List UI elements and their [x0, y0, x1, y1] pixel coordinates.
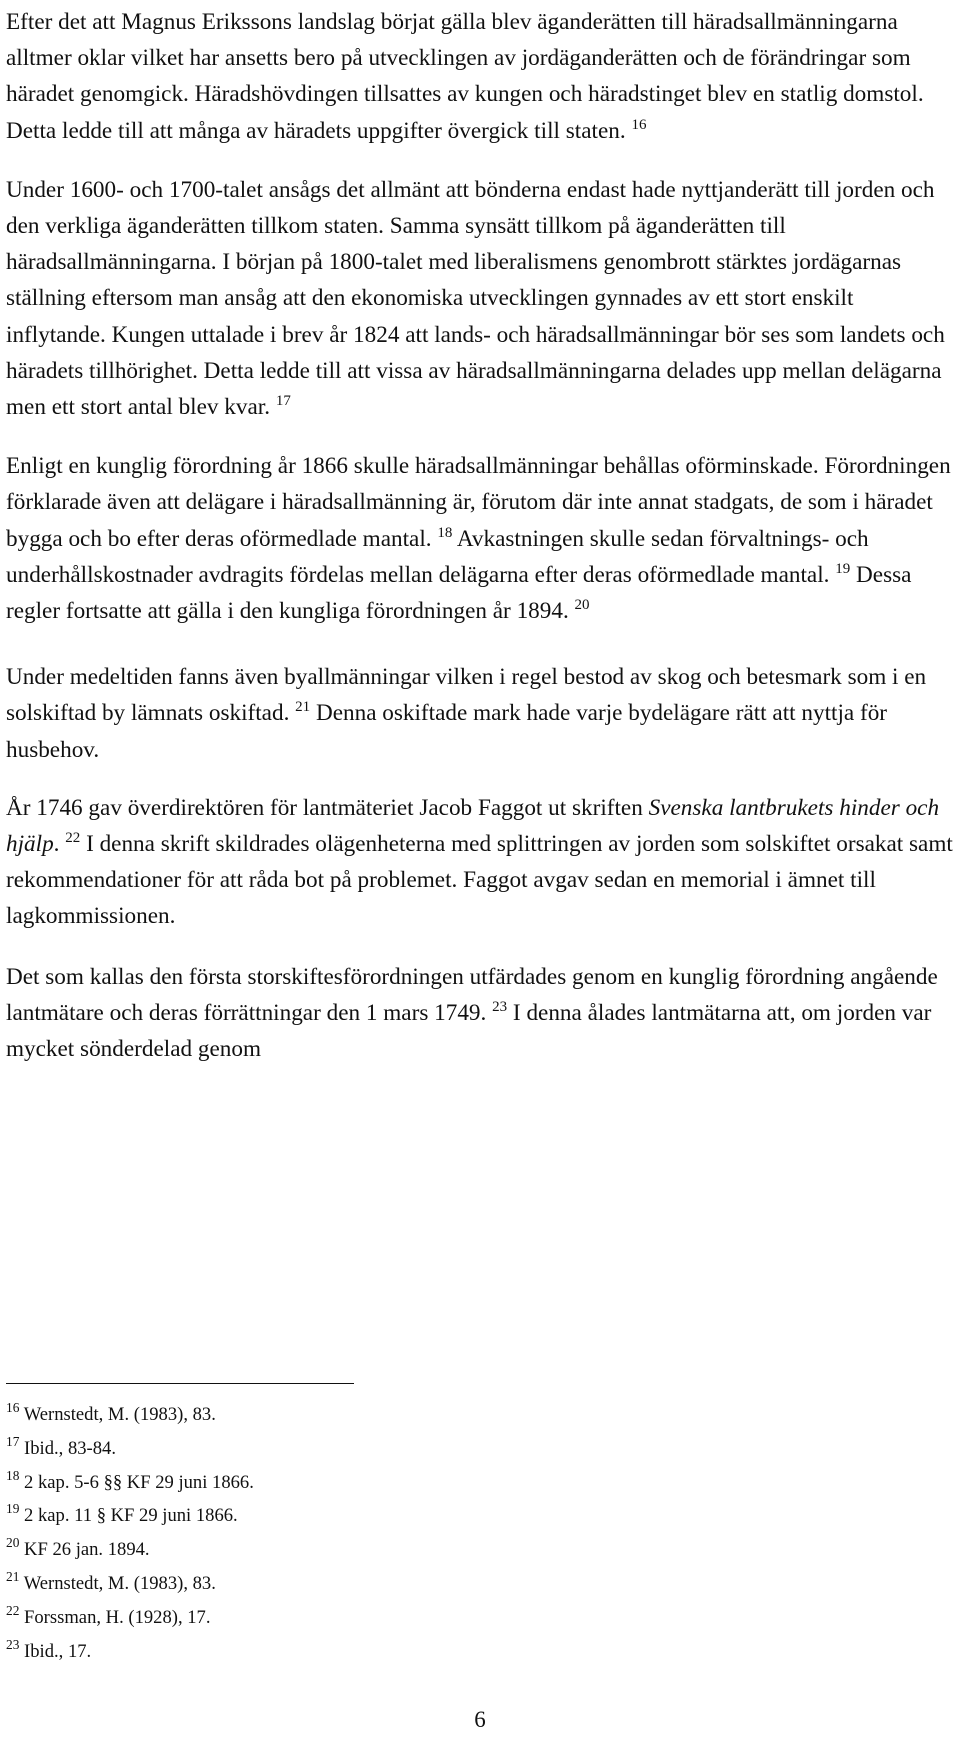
footnote-ref-16[interactable]: 16: [631, 116, 647, 133]
footnote-number: 23: [6, 1636, 20, 1652]
footnote-number: 22: [6, 1602, 20, 1618]
paragraph-text: Denna oskiftade mark hade varje bydelägare rätt att nyttja för husbehov.: [6, 700, 888, 763]
footnote-text: Ibid., 17.: [24, 1640, 92, 1662]
paragraph-forsta-storskifte: [6, 959, 954, 1068]
paragraph-text: I denna skrift skildrades olägenheterna med splittringen av jorden som solskiftet orsakat samt rekommendationer för att råda bot på problemet. Faggot avgav sedan en memorial i ämnet till lagkommissionen.: [6, 831, 953, 930]
footnote-20: [6, 1533, 706, 1567]
footnote-23: [6, 1635, 706, 1669]
footnotes: [6, 1383, 706, 1668]
footnote-text: Ibid., 83-84.: [24, 1437, 116, 1459]
paragraph-text: .: [53, 831, 60, 858]
footnote-ref-21[interactable]: 21: [295, 699, 311, 716]
paragraph-text: Enligt en kunglig förordning år 1866 skulle häradsallmänningar behållas oförminskade. Förordningen förklarade även att delägare i häradsallmänning är, förutom där inte annat stadgats, de som i häradet bygga och bo efter deras oförmedlade mantal.: [6, 453, 951, 552]
footnote-text: KF 26 jan. 1894.: [24, 1539, 150, 1561]
footnote-number: 21: [6, 1568, 20, 1584]
paragraph-forordning-1866: [6, 448, 954, 629]
footnote-text: Forssman, H. (1928), 17.: [24, 1606, 211, 1628]
page-number: 6: [474, 1707, 486, 1732]
paragraph-magnus-eriksson: [6, 4, 954, 149]
paragraph-text: Under medeltiden fanns även byallmänningar vilken i regel bestod av skog och betesmark som i en solskiftad by lämnats oskiftad.: [6, 664, 927, 727]
footnote-18: [6, 1466, 706, 1500]
footnote-text: 2 kap. 5-6 §§ KF 29 juni 1866.: [24, 1471, 254, 1493]
footnote-ref-22[interactable]: 22: [65, 830, 81, 847]
footnote-text: 2 kap. 11 § KF 29 juni 1866.: [24, 1505, 238, 1527]
footnote-ref-17[interactable]: 17: [275, 393, 291, 410]
paragraph-byallmanningar: [6, 659, 954, 768]
footnote-number: 19: [6, 1501, 20, 1517]
paragraph-text: Dessa regler fortsatte att gälla i den kungliga förordningen år 1894.: [6, 561, 912, 625]
footnote-separator: [6, 1383, 354, 1384]
paragraph-text: Under 1600- och 1700-talet ansågs det allmänt att bönderna endast hade nyttjanderätt till jorden och den verkliga äganderätten tillkom staten. Samma synsätt tillkom på äganderätten till häradsallmänningarna. I början på 1800-talet med liberalismens genombrott stärktes jordägarnas ställning eftersom man ansåg att den ekonomiska utvecklingen gynnades av ett stort enskilt inflytande. Kungen uttalade i brev år 1824 att lands- och häradsallmänningar bör ses som landets och häradets tillhörighet. Detta ledde till att vissa av häradsallmänningarna delades upp mellan delägarna men ett stort antal blev kvar.: [6, 176, 945, 421]
footnote-ref-18[interactable]: 18: [437, 524, 453, 541]
footnote-22: [6, 1601, 706, 1635]
footnote-number: 17: [6, 1433, 20, 1449]
paragraph-faggot: [6, 790, 954, 935]
book-title: Svenska lantbrukets hinder och hjälp: [6, 794, 940, 858]
footnote-text: Wernstedt, M. (1983), 83.: [23, 1404, 216, 1425]
footnote-ref-23[interactable]: 23: [492, 998, 508, 1015]
footnote-17: [6, 1432, 706, 1466]
paragraph-text: I denna ålades lantmätarna att, om jorden var mycket sönderdelad genom: [6, 999, 932, 1063]
paragraph-1600-1700: [6, 172, 954, 425]
footnote-text: Wernstedt, M. (1983), 83.: [23, 1572, 216, 1594]
paragraph-text: Efter det att Magnus Erikssons landslag börjat gälla blev äganderätten till häradsallmänningarna alltmer oklar vilket har ansetts bero på utvecklingen av jordäganderätten och de förändringar som häradet genomgick. Häradshövdingen tillsattes av kungen och häradstinget blev en statlig domstol. Detta ledde till att många av häradets uppgifter övergick till staten.: [6, 9, 924, 144]
footnote-ref-20[interactable]: 20: [574, 597, 590, 614]
footnote-21: [6, 1567, 706, 1601]
paragraph-text: Det som kallas den första storskiftesförordningen utfärdades genom en kunglig förordning angående lantmätare och deras förrättningar den 1 mars 1749.: [6, 963, 938, 1026]
footnote-16: [6, 1398, 706, 1432]
footnote-19: [6, 1499, 706, 1533]
paragraph-text: År 1746 gav överdirektören för lantmäteriet Jacob Faggot ut skriften: [6, 794, 649, 821]
footnote-ref-19[interactable]: 19: [835, 560, 851, 577]
footnote-number: 20: [6, 1535, 20, 1551]
footnote-number: 16: [6, 1400, 20, 1415]
page-body: [6, 4, 954, 1067]
paragraph-text: Avkastningen skulle sedan förvaltnings- och underhållskostnader avdragits fördelas mellan delägarna efter deras oförmedlade mantal.: [6, 525, 869, 588]
footnote-number: 18: [6, 1467, 20, 1483]
